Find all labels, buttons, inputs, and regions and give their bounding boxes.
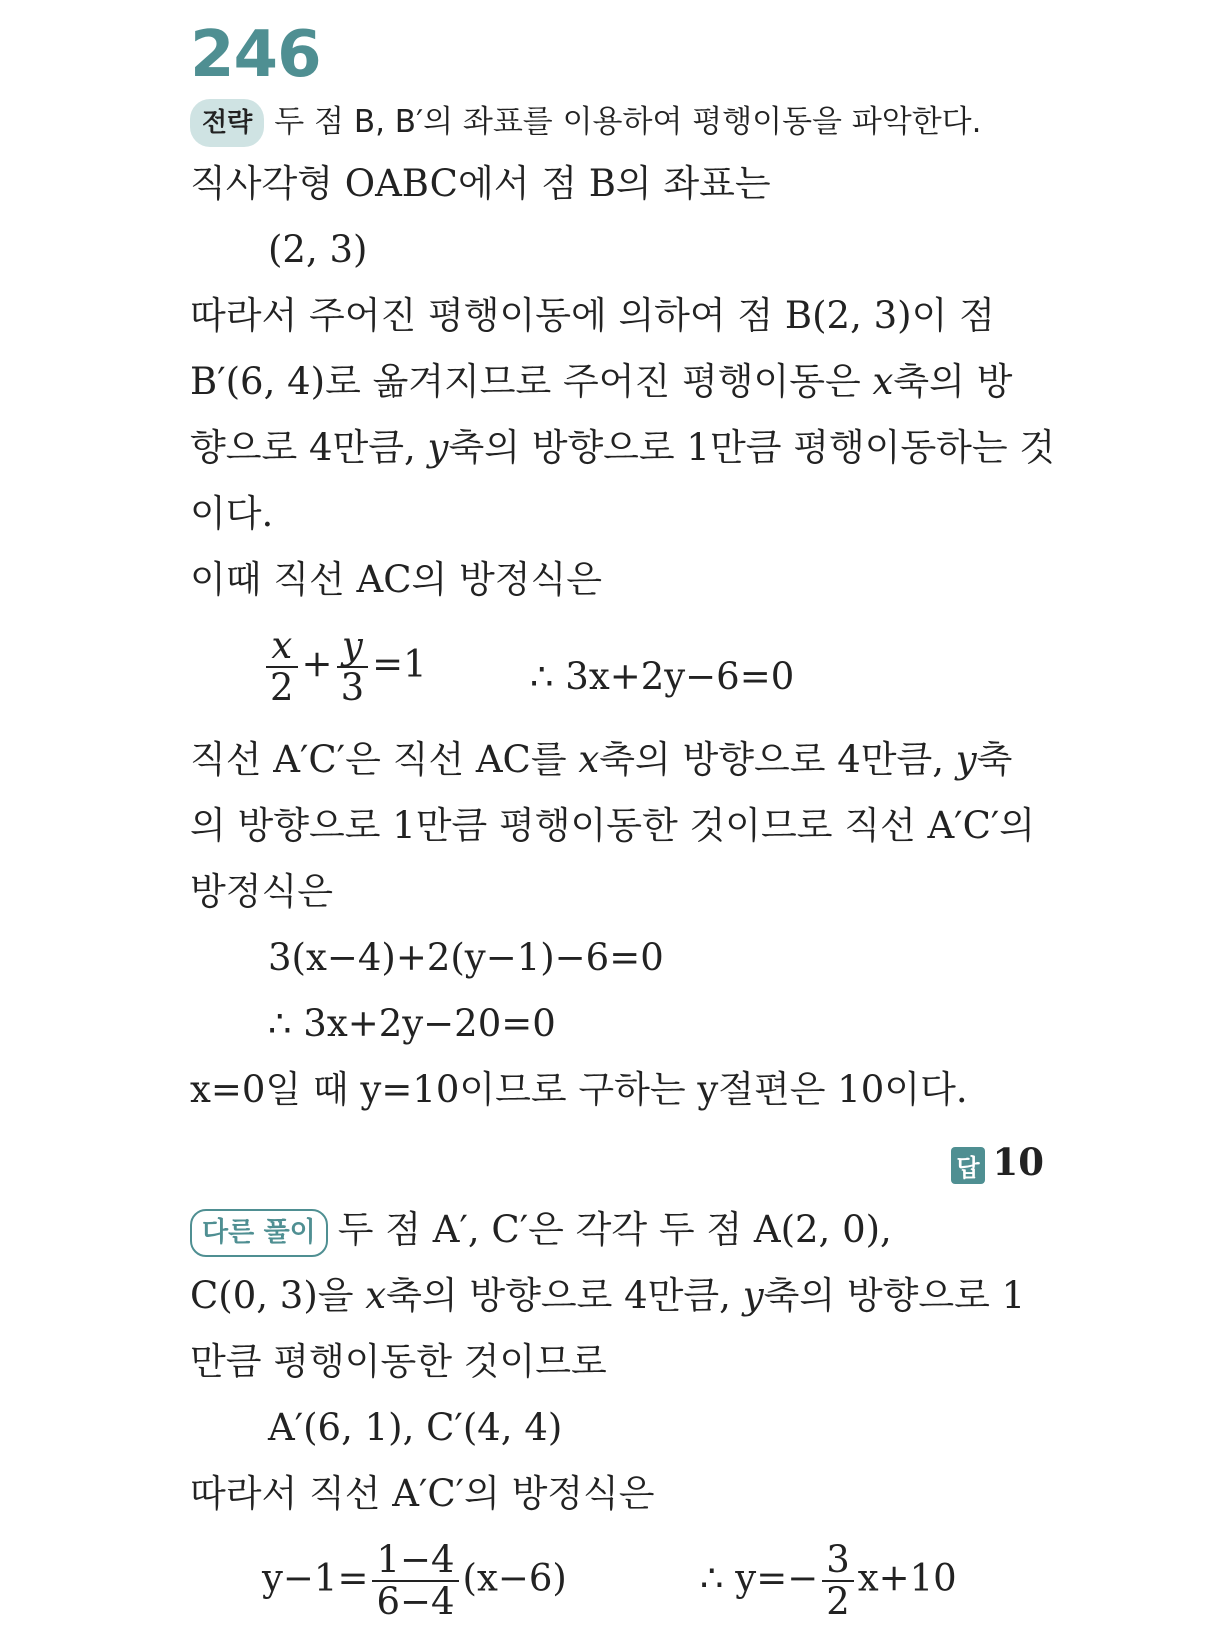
text-seg: 축의 방향으로 4만큼, xyxy=(386,1274,743,1317)
text-line-6: 이다. xyxy=(190,492,274,535)
fraction-3-over-2 xyxy=(822,1540,854,1622)
text-seg: 축의 방향으로 1만큼 평행이동하는 것 xyxy=(448,426,1056,469)
answer-badge: 답 xyxy=(951,1147,984,1184)
strategy-badge: 전략 xyxy=(190,99,264,147)
text-line-10: 방정식은 xyxy=(190,870,333,913)
var-y: y xyxy=(427,426,449,469)
equation-result: ∴ 3x+2y−20=0 xyxy=(268,1002,556,1045)
alt-line-3: 만큼 평행이동한 것이므로 xyxy=(190,1340,607,1383)
alt-line-5: 따라서 직선 A′C′의 방정식은 xyxy=(190,1472,655,1515)
coord-b: (2, 3) xyxy=(268,228,368,271)
denominator: 3 xyxy=(340,666,365,709)
text-seg: C(0, 3)을 xyxy=(190,1274,366,1317)
plus: + xyxy=(301,642,333,686)
text-seg: 축의 방향으로 1 xyxy=(763,1274,1026,1317)
var-x: x xyxy=(872,360,894,403)
alt-coords: A′(6, 1), C′(4, 4) xyxy=(268,1406,563,1449)
fraction-x-over-2 xyxy=(266,626,298,708)
equation-ac xyxy=(262,626,427,708)
var-x: x xyxy=(578,738,600,781)
text-line-4 xyxy=(190,360,1012,404)
text-line-7: 이때 직선 AC의 방정식은 xyxy=(190,558,602,601)
numerator: y xyxy=(337,626,369,668)
strategy-text: 두 점 B, B′의 좌표를 이용하여 평행이동을 파악한다. xyxy=(274,104,982,140)
alt-equation-result xyxy=(700,1540,957,1622)
strategy-line xyxy=(190,98,981,147)
text-line-11: x=0일 때 y=10이므로 구하는 y절편은 10이다. xyxy=(190,1068,968,1111)
text-seg: B′(6, 4)로 옮겨지므로 주어진 평행이동은 xyxy=(190,360,873,403)
answer-value: 10 xyxy=(992,1140,1044,1184)
fraction-y-over-3 xyxy=(337,626,369,708)
slope-fraction xyxy=(372,1540,458,1622)
lhs: y−1= xyxy=(262,1556,369,1600)
problem-number: 246 xyxy=(190,18,321,92)
text-seg: 직선 A′C′은 직선 AC를 xyxy=(190,738,579,781)
alt-line-2 xyxy=(190,1274,1025,1318)
text-line-3: 따라서 주어진 평행이동에 의하여 점 B(2, 3)이 점 xyxy=(190,294,995,337)
var-y: y xyxy=(955,738,977,781)
equation-shift: 3(x−4)+2(y−1)−6=0 xyxy=(268,936,664,979)
text-line-9: 의 방향으로 1만큼 평행이동한 것이므로 직선 A′C′의 xyxy=(190,804,1036,847)
var-x: x xyxy=(365,1274,387,1317)
numerator: 1−4 xyxy=(372,1540,458,1582)
var-y: y xyxy=(742,1274,764,1317)
equation-ac-general: ∴ 3x+2y−6=0 xyxy=(530,655,795,698)
text-seg: 축 xyxy=(976,738,1013,781)
denominator: 2 xyxy=(826,1580,850,1623)
alt-equation xyxy=(262,1540,567,1622)
denominator: 6−4 xyxy=(376,1580,455,1623)
tail: x+10 xyxy=(857,1556,957,1600)
numerator: x xyxy=(266,626,298,668)
text-seg: 향으로 4만큼, xyxy=(190,426,428,469)
text-seg: 두 점 A′, C′은 각각 두 점 A(2, 0), xyxy=(337,1208,892,1251)
text-seg: 축의 방향으로 4만큼, xyxy=(599,738,956,781)
text-line-8 xyxy=(190,738,1012,782)
text-line-5 xyxy=(190,426,1055,470)
text-line-1: 직사각형 OABC에서 점 B의 좌표는 xyxy=(190,162,771,205)
denominator: 2 xyxy=(270,666,294,709)
text-seg: 축의 방 xyxy=(893,360,1013,403)
alt-line-1 xyxy=(190,1208,892,1257)
factor: (x−6) xyxy=(462,1556,567,1600)
equals-one: =1 xyxy=(372,642,427,686)
numerator: 3 xyxy=(822,1540,854,1582)
answer xyxy=(951,1140,1044,1184)
alt-solution-badge: 다른 풀이 xyxy=(190,1209,328,1257)
therefore-lhs: ∴ y=− xyxy=(700,1556,819,1600)
